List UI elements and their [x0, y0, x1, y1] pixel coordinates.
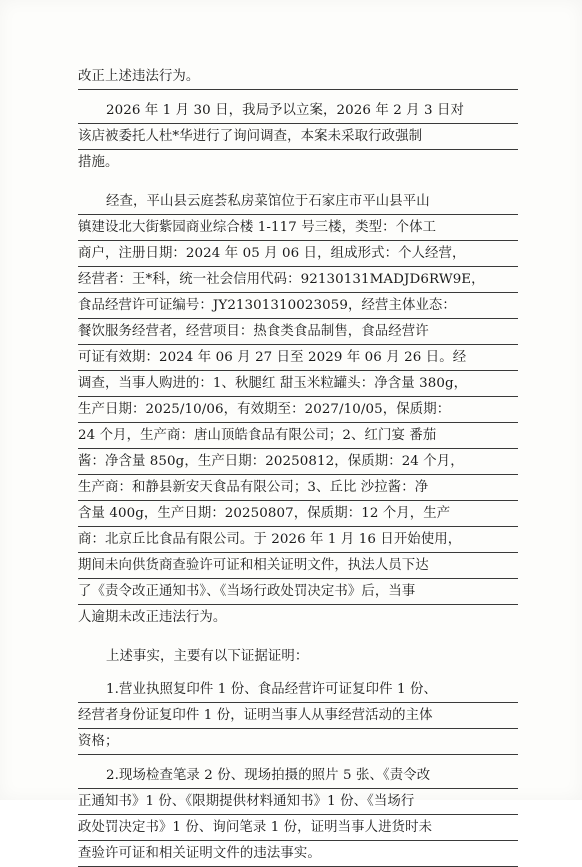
text-line: 餐饮服务经营者，经营项目：热食类食品制售，食品经营许 — [78, 319, 518, 345]
text-line: 资格； — [78, 729, 518, 755]
evidence-item-2 — [78, 763, 518, 867]
text-line: 经营者身份证复印件 1 份，证明当事人从事经营活动的主体 — [78, 703, 518, 729]
text-line: 改正上述违法行为。 — [78, 64, 518, 90]
text-line: 上述事实，主要有以下证据证明： — [106, 649, 309, 664]
text-line: 经查，平山县云庭荟私房菜馆位于石家庄市平山县平山 — [78, 189, 518, 215]
document-body — [78, 64, 518, 867]
text-line: 2026 年 1 月 30 日，我局予以立案，2026 年 2 月 3 日对 — [78, 98, 518, 124]
text-line: 生产日期：2025/10/06，有效期至：2027/10/05，保质期： — [78, 397, 518, 423]
text-line: 人逾期未改正违法行为。 — [78, 610, 227, 625]
text-line: 含量 400g，生产日期：20250807，保质期：12 个月，生产 — [78, 501, 518, 527]
text-line: 了《责令改正通知书》、《当场行政处罚决定书》后，当事 — [78, 579, 518, 605]
text-line: 期间未向供货商查验许可证和相关证明文件，执法人员下达 — [78, 553, 518, 579]
text-line: 正通知书》1 份、《限期提供材料通知书》1 份、《当场行 — [78, 789, 518, 815]
text-line: 2.现场检查笔录 2 份、现场拍摄的照片 5 张、《责令改 — [78, 763, 518, 789]
text-line: 商户，注册日期：2024 年 05 月 06 日，组成形式：个人经营， — [78, 241, 518, 267]
text-line: 食品经营许可证编号：JY21301310023059，经营主体业态： — [78, 293, 518, 319]
text-line: 1.营业执照复印件 1 份、食品经营许可证复印件 1 份、 — [78, 677, 518, 703]
paragraph-evidence-intro — [78, 644, 518, 669]
text-line: 该店被委托人杜*华进行了询问调查，本案未采取行政强制 — [78, 124, 518, 150]
paragraph-continuation — [78, 64, 518, 90]
text-line: 镇建设北大街紫园商业综合楼 1-117 号三楼，类型：个体工 — [78, 215, 518, 241]
text-line: 24 个月，生产商：唐山顶皓食品有限公司；2、红门宴 番茄 — [78, 423, 518, 449]
text-line: 可证有效期：2024 年 06 月 27 日至 2029 年 06 月 26 日。经 — [78, 345, 518, 371]
text-line: 政处罚决定书》1 份、询问笔录 1 份，证明当事人进货时未 — [78, 815, 518, 841]
text-line: 措施。 — [78, 155, 119, 170]
paragraph-case-filing — [78, 98, 518, 175]
evidence-item-1 — [78, 677, 518, 755]
text-line: 酱：净含量 850g，生产日期：20250812，保质期：24 个月， — [78, 449, 518, 475]
text-line: 经营者：王*科，统一社会信用代码：92130131MADJD6RW9E， — [78, 267, 518, 293]
text-line: 查验许可证和相关证明文件的违法事实。 — [78, 841, 518, 867]
text-line: 调查，当事人购进的：1、秋腿红 甜玉米粒罐头：净含量 380g， — [78, 371, 518, 397]
paragraph-investigation-findings — [78, 189, 518, 630]
text-line: 生产商：和静县新安天食品有限公司；3、丘比 沙拉酱：净 — [78, 475, 518, 501]
text-line: 商：北京丘比食品有限公司。于 2026 年 1 月 16 日开始使用， — [78, 527, 518, 553]
